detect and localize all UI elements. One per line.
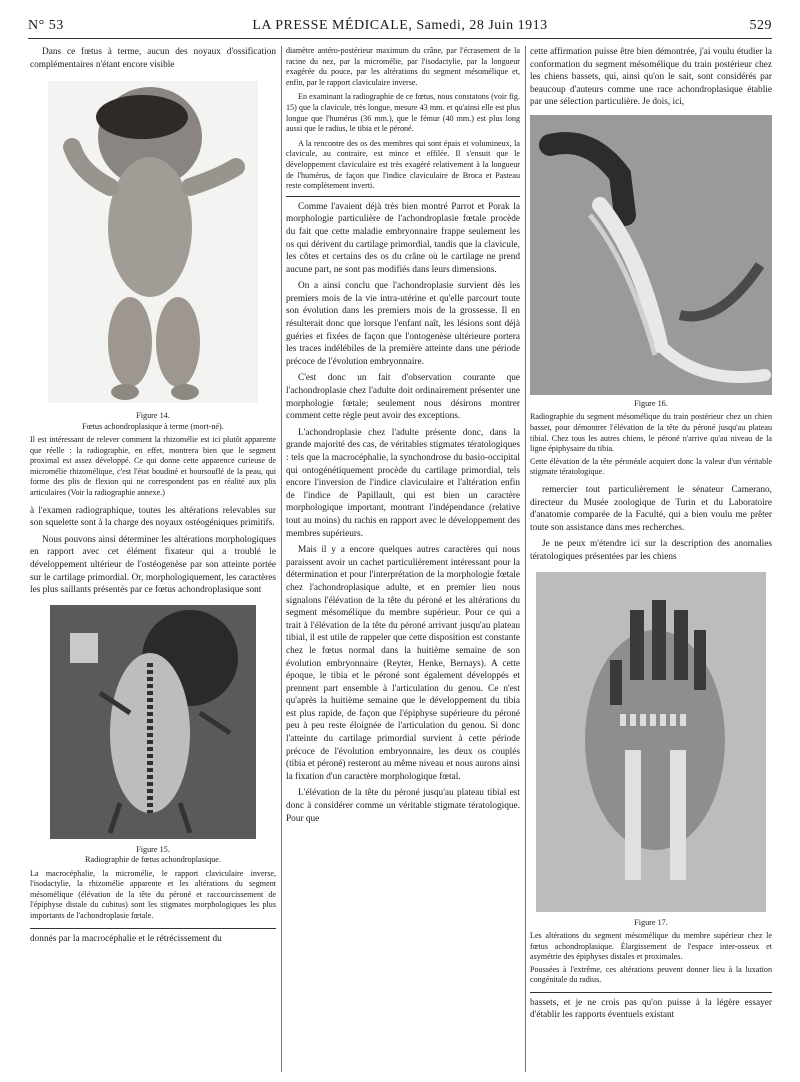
paragraph: donnés par la macrocéphalie et le rétrécissement du <box>30 933 222 944</box>
column-rule <box>525 46 526 1072</box>
figure-17-legend-2: Poussées à l'extrême, ces altérations peuvent donner lieu à la luxation congénitale du radius. <box>530 964 772 985</box>
figure-number: Figure 16. <box>634 398 668 408</box>
paragraph: remercier tout particulièrement le sénateur Camerano, directeur du Musée zoologique de Turin et du Laboratoire d'anatomie comparée de la Faculté, qui a bien voulu me prêter toute son assistance dans mes recherches. <box>530 484 772 533</box>
paragraph: A la rencontre des os des membres qui sont épais et volumineux, la clavicule, au contraire, est mince et effilée. Il s'ensuit que le développement claviculaire est très exagéré relativement à la longueur de l'humérus, de façon que l'indice claviculaire de Broca et Pasteau reste complètement inverti. <box>286 138 520 191</box>
figure-17-caption <box>530 918 772 928</box>
paragraph: Je ne peux m'étendre ici sur la description des anomalies tératologiques présentées par les chiens <box>530 539 772 562</box>
journal-title: LA PRESSE MÉDICALE, Samedi, 28 Juin 1913 <box>252 18 548 33</box>
issue-number: N° 53 <box>28 18 64 33</box>
figure-15 <box>30 603 276 841</box>
paragraph: à l'examen radiographique, toutes les altérations relevables sur son squelette sont à la charge des noyaux ostéogéniques primitifs. <box>30 505 276 529</box>
figure-number: Figure 14. <box>136 411 170 421</box>
figure-15-caption <box>30 845 276 866</box>
fetus-photo <box>30 77 276 407</box>
column-rule <box>281 46 282 1072</box>
figure-16-caption <box>530 399 772 409</box>
column-3 <box>530 46 772 1026</box>
figure-16-legend-2: Cette élévation de la tête péronéale acquiert donc la valeur d'un véritable stigmate tératologique. <box>530 456 772 477</box>
paragraph: cette affirmation puisse être bien démontrée, j'ai voulu étudier la conformation du segment mésomélique du train postérieur chez les chiens bassets, qui, ainsi qu'on le sait, sont considérés par beaucoup d'auteurs comme une race achondroplasique établie par une sélection particulière. Je dois, ici, <box>530 47 772 108</box>
paragraph: L'achondroplasie chez l'adulte présente donc, dans la grande majorité des cas, de véritables stigmates tératologiques : tels que la macrocéphalie, la synchondrose du basio-occipital qui ontogénétiquement procède du cartilage primordial, tels encore l'inversion de l'indice claviculaire et l'altération enfin de l'indice de Papillault, qui est bien un caractère morphologique important, montrant l'indépendance (relative tout au moins) du rachis en rapport avec le développement des membres supérieurs. <box>286 427 520 539</box>
paragraph: Nous pouvons ainsi déterminer les altérations morphologiques en rapport avec cet élément fixateur qui a troublé le développement ultérieur de l'ostéogenèse par son atteinte portée sur le cartilage primordial. Or, morphologiquement, les caractères les plus saillants présentés par ce fœtus achondroplasique sont <box>30 534 276 596</box>
figure-14-caption <box>30 411 276 432</box>
paragraph: Mais il y a encore quelques autres caractères qui nous paraissent avoir un cachet particulièrement intéressant pour la détermination et pour l'interprétation de la morphologie fœtale chez l'achondroplasique adulte, et en premier lieu nous signalons l'élévation de la tête du péroné et les altérations du segment mésomélique du membre supérieur. Pour ce qui a trait à l'élévation de la tête du péroné arrivant jusqu'au plateau tibial, il est utile de rappeler que cette disposition est constante chez le fœtus normal dans la huitième semaine de son évolution embryonnaire (Reyter, Henke, Bernays). A cette époque, le tibia et le péroné sont également développés et prennent part ensemble à l'articulation du genou. Ce n'est qu'après la huitième semaine que le développement du tibia est plus rapide, de façon que l'épiphyse supérieure du péroné peu à peu reste éloignée de l'articulation du genou. Si donc l'atteinte du cartilage primordial survient à cette période précoce de l'évolution embryonnaire, les deux os couplés (tibia et péroné) resteront au même niveau et nous aurons ainsi la fixation d'un caractère morphologique fœtal. <box>286 545 520 782</box>
paragraph: diamètre antéro-postérieur maximum du crâne, par l'écrasement de la racine du nez, par la micromélie, par l'isodactylie, par la longueur exagérée du pouce, par les altérations du segment mésomélique et, enfin, par le rapport claviculaire inverse. <box>286 46 520 87</box>
figure-14-legend: Il est intéressant de relever comment la rhizomélie est ici plutôt apparente que réelle : la radiographie, en effet, montrera bien que le segment proximal est assez développé. Ce qui donne cette apparence curieuse de micromélie rhizomélique, c'est l'état boudiné et boursouflé de la peau, qui forme des plis de flexion qui ne correspondent pas en réalité aux plis articulaires (Voir la radiographie annexe.) <box>30 435 276 497</box>
divider <box>30 928 276 929</box>
divider <box>530 992 772 993</box>
figure-17 <box>530 570 772 914</box>
paragraph: Dans ce fœtus à terme, aucun des noyaux d'ossification complémentaires n'étant encore visible <box>30 47 276 70</box>
figure-15-legend: La macrocéphalie, la micromélie, le rapport claviculaire inverse, l'isodactylie, la rhizomélie apparente et les altérations du segment mésomélique (élévation de la tête du péroné et raccourcissement de l'épiphyse distale du cubitus) sont les stigmates morphologiques les plus importants de l'achondroplasie fœtale. <box>30 868 276 920</box>
paragraph: En examinant la radiographie de ce fœtus, nous constatons (voir fig. 15) que la clavicule, très longue, mesure 43 mm. et qu'ainsi elle est plus longue que l'humérus (36 mm.), que le fémur (40 mm.) est plus long aussi que le radius, le tibia et le péroné. <box>286 92 520 134</box>
divider <box>286 196 520 197</box>
figure-number: Figure 17. <box>634 917 668 927</box>
paragraph: bassets, et je ne crois pas qu'on puisse à la légère essayer d'établir les rapports éventuels existant <box>530 997 772 1021</box>
page-header <box>28 16 772 39</box>
figure-17-legend: Les altérations du segment mésomélique du membre supérieur chez le fœtus achondroplasique. Élargissement de l'espace inter-osseux et asymétrie des épiphyses distales et proximales. <box>530 930 772 962</box>
figure-title: Fœtus achondroplasique à terme (mort-né). <box>82 421 224 431</box>
paragraph: Comme l'avaient déjà très bien montré Parrot et Porak la morphologie particulière de l'achondroplasie fœtale procède du fait que cette maladie embryonnaire frappe seulement les os qui dérivent du cartilage primordial, tandis que la clavicule, les côtes et certains des os du crâne où le cartilage ne prend aucune part, ne sont pas modifiés dans leurs dimensions. <box>286 201 520 275</box>
hand-radiograph <box>530 570 772 914</box>
dog-leg-radiograph <box>530 115 772 395</box>
page-number: 529 <box>749 18 772 33</box>
figure-14 <box>30 77 276 407</box>
figure-title: Radiographie de fœtus achondroplasique. <box>85 855 221 865</box>
paragraph: C'est donc un fait d'observation courante que l'achondroplasie chez l'adulte doit ordinairement présenter une morphologie fœtale; seulement nous désirons montrer comment cette règle peut avoir des exceptions. <box>286 373 520 422</box>
paragraph: On a ainsi conclu que l'achondroplasie survient dès les premiers mois de la vie intra-utérine et qu'elle parcourt toute son évolution dans les premiers mois de la grossesse. Il en résulterait donc que lorsque l'enfant naît, les lésions sont déjà guéries et fixées de façon que l'ontogenèse ultérieure portera les traces indélébiles de la première atteinte dans une période précoce de l'évolution embryonnaire. <box>286 281 520 367</box>
column-1 <box>30 46 276 949</box>
figure-16-legend: Radiographie du segment mésomélique du train postérieur chez un chien basset, pour démontrer l'élévation de la tête du péroné jusqu'au plateau tibial. Chez tous les autres chiens, le péroné n'arrive qu'au niveau de la ligne épiphysaire du tibia. <box>530 412 772 454</box>
column-2 <box>286 46 520 829</box>
fetus-radiograph <box>30 603 276 841</box>
figure-number: Figure 15. <box>136 844 170 854</box>
paragraph: L'élévation de la tête du péroné jusqu'au plateau tibial est donc à considérer comme un véritable stigmate tératologique. Pour que <box>286 788 520 824</box>
figure-16 <box>530 115 772 395</box>
